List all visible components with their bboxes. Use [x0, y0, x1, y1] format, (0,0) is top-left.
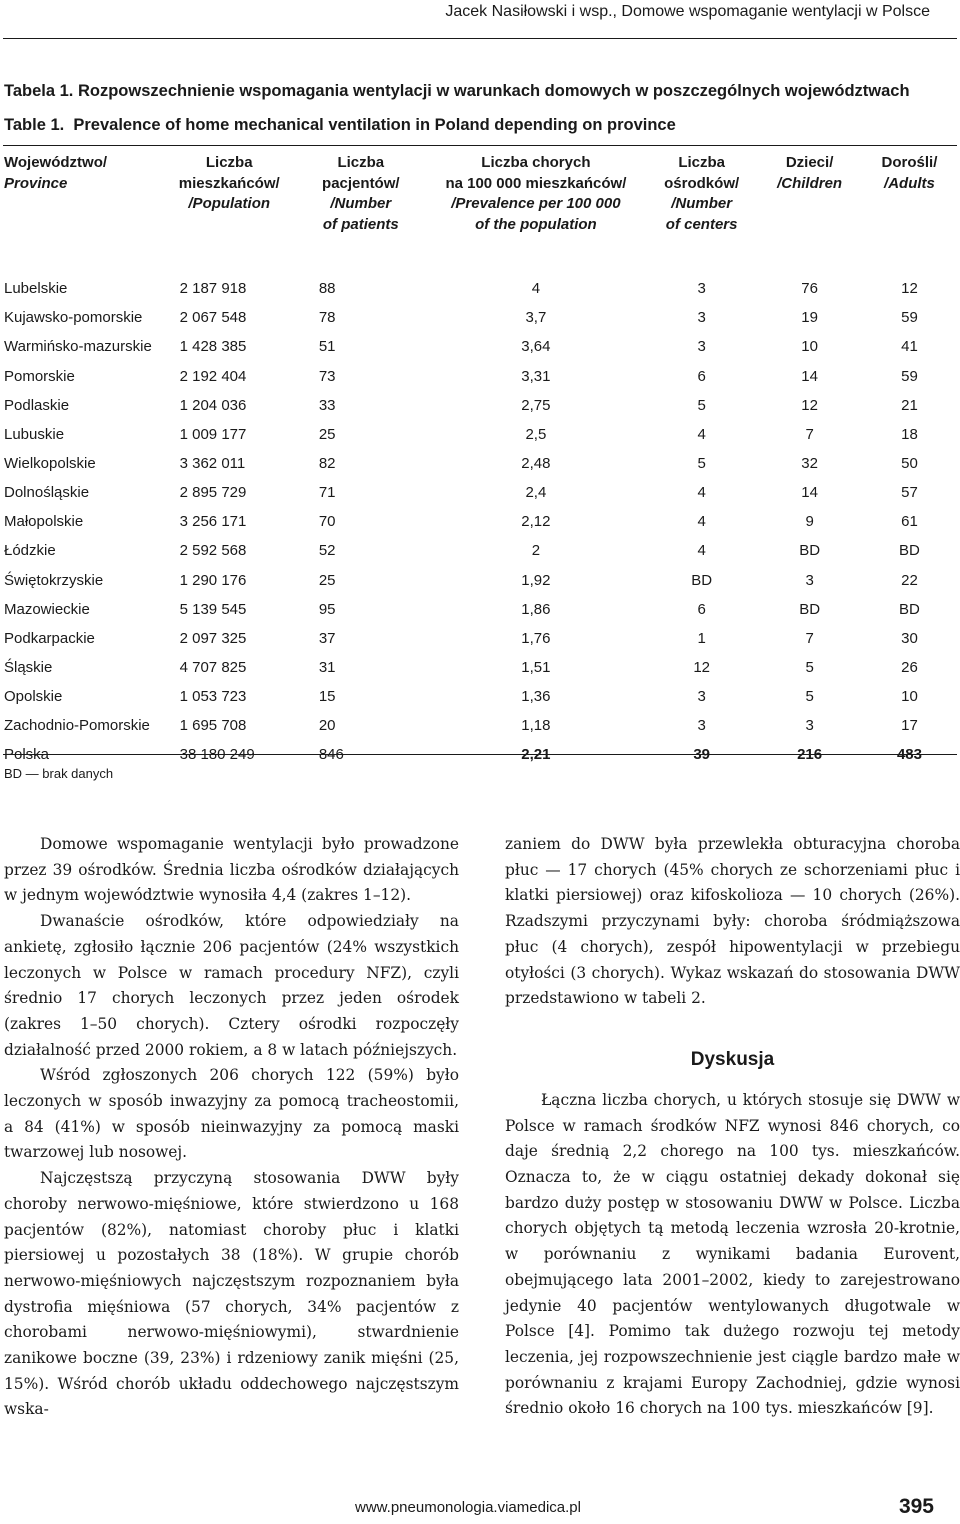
table-cell: 5 — [805, 688, 814, 706]
table-cell: 1 695 708 — [179, 717, 247, 735]
table-cell: 7 — [805, 425, 814, 443]
table-cell: 12 — [801, 396, 818, 414]
table-cell: 4 — [697, 425, 706, 443]
table-cell: 3 362 011 — [179, 455, 246, 473]
table-row — [4, 711, 956, 740]
table-cell: 22 — [901, 571, 918, 589]
header-province: Województwo/ Province — [4, 154, 108, 192]
header-adults: Dorośli/ /Adults — [881, 154, 938, 192]
paragraph: zaniem do DWW była przewlekła obturacyjna choroba płuc — 17 chorych (45% chorych ze schorzeniami płuc i klatki piersiowej) oraz kifoskolioza — 10 chorych (26%). Rzadszymi przyczynami były: choroba śródmiąższowa płuc (4 chorych), zespół hipowentylacji w przebiegu otyłości (3 chorych). Wykaz wskazań do stosowania DWW przedstawiono w tabeli 2. — [505, 835, 960, 1008]
table-cell: 39 — [693, 746, 710, 764]
table-cell: Pomorskie — [4, 367, 75, 385]
table-cell: 30 — [901, 629, 918, 647]
table-cell: 14 — [801, 484, 818, 502]
table-cell: Lubuskie — [4, 425, 65, 443]
table-cell: 2 187 918 — [179, 280, 247, 298]
table-cell: 61 — [901, 513, 918, 531]
table-cell: 10 — [901, 688, 918, 706]
table-cell: BD — [899, 542, 920, 560]
table-cell: 3 — [805, 571, 814, 589]
table-cell: 3 — [697, 717, 706, 735]
table-cell: 216 — [797, 746, 823, 764]
table-body — [4, 245, 956, 770]
table-row — [4, 595, 956, 624]
table-cell: 51 — [318, 338, 336, 356]
running-head: Jacek Nasiłowski i wsp., Domowe wspomaganie wentylacji w Polsce — [445, 3, 930, 20]
table-cell: 2,75 — [521, 396, 551, 414]
table-cell: 71 — [318, 484, 336, 502]
table-cell: 6 — [697, 600, 706, 618]
table-cell: 26 — [901, 659, 918, 677]
prevalence-table — [4, 153, 956, 770]
table-header-row — [4, 153, 956, 245]
table-cell: Wielkopolskie — [4, 455, 96, 473]
table-cell: 1 053 723 — [179, 688, 247, 706]
table-cell: Mazowieckie — [4, 600, 90, 618]
table-cell: Dolnośląskie — [4, 484, 90, 502]
table-cell: 2 192 404 — [179, 367, 247, 385]
table-cell: 33 — [318, 396, 336, 414]
table-cell: 41 — [901, 338, 918, 356]
table-cell: Opolskie — [4, 688, 63, 706]
table-row — [4, 274, 956, 303]
table-cell: 2,12 — [521, 513, 551, 531]
table-cell: 50 — [901, 455, 918, 473]
table-cell: Kujawsko-pomorskie — [4, 309, 143, 327]
header-children: Dzieci/ /Children — [777, 154, 843, 192]
table-row — [4, 332, 956, 361]
table-cell: Lubelskie — [4, 280, 68, 298]
table-cell: 3 — [697, 688, 706, 706]
table-cell: 37 — [318, 629, 336, 647]
table-cell: 3 256 171 — [179, 513, 247, 531]
header-population: Liczba mieszkańców/ /Population — [178, 154, 280, 212]
table-cell: 2 067 548 — [179, 309, 247, 327]
table-cell: 2 895 729 — [179, 484, 247, 502]
table-cell: Podkarpackie — [4, 629, 95, 647]
table-row — [4, 303, 956, 332]
table-cell: Warmińsko-mazurskie — [4, 338, 152, 356]
table-footnote: BD — brak danych — [4, 766, 114, 781]
table-cell: 1 290 176 — [179, 571, 247, 589]
table-cell: 3,64 — [521, 338, 551, 356]
table-cell: 12 — [693, 659, 710, 677]
table-cell: 4 — [697, 484, 706, 502]
table-cell: 14 — [801, 367, 818, 385]
table-cell: BD — [691, 571, 713, 589]
table-cell: Łódzkie — [4, 542, 56, 560]
table-cell: 5 — [697, 396, 706, 414]
table-row — [4, 478, 956, 507]
table-cell: 5 — [697, 455, 706, 473]
page-number: 395 — [898, 1495, 934, 1518]
table-cell: Polska — [4, 746, 50, 764]
table-cell: 2,21 — [521, 746, 551, 764]
table-cell: 6 — [697, 367, 706, 385]
body-column-left — [4, 832, 459, 1423]
body-column-right — [505, 832, 960, 1422]
table-row — [4, 653, 956, 682]
table-cell: 17 — [901, 717, 918, 735]
table-cell: 95 — [318, 600, 336, 618]
table-cell: 59 — [901, 367, 918, 385]
table-cell: 38 180 249 — [179, 746, 255, 764]
table-cell: 21 — [901, 396, 918, 414]
header-centers: Liczba ośrodków/ /Number of centers — [664, 154, 740, 233]
table-row — [4, 624, 956, 653]
table-cell: Świętokrzyskie — [4, 571, 104, 589]
table-cell: 4 — [697, 542, 706, 560]
table-cell: 3,31 — [521, 367, 551, 385]
table-cell: 19 — [801, 309, 818, 327]
table-cell: 2 — [531, 542, 541, 560]
table-cell: 31 — [318, 659, 336, 677]
header-patients: Liczba pacjentów/ /Number of patients — [322, 154, 400, 233]
table-cell: 1,86 — [521, 600, 551, 618]
table-cell: 5 139 545 — [179, 600, 247, 618]
table-row — [4, 362, 956, 391]
table-cell: 4 707 825 — [179, 659, 247, 677]
table-cell: 3 — [805, 717, 814, 735]
table-cell: Małopolskie — [4, 513, 84, 531]
table-cell: 1,92 — [521, 571, 551, 589]
table-cell: 1,51 — [521, 659, 551, 677]
table-cell: Zachodnio-Pomorskie — [4, 717, 150, 735]
table-cell: 2 592 568 — [179, 542, 247, 560]
table-cell: 32 — [801, 455, 818, 473]
table-row — [4, 391, 956, 420]
table-cell: 1 009 177 — [179, 425, 247, 443]
table-cell: 1,18 — [521, 717, 551, 735]
table-cell: Śląskie — [4, 659, 53, 677]
table-cell: 4 — [697, 513, 706, 531]
table-cell: 52 — [318, 542, 336, 560]
table-bottom-rule — [3, 754, 957, 755]
table-cell: 3 — [697, 338, 706, 356]
table-cell: 9 — [805, 513, 814, 531]
table-cell: 5 — [805, 659, 814, 677]
table-cell: 10 — [801, 338, 818, 356]
footer-url[interactable]: www.pneumonologia.viamedica.pl — [355, 1499, 581, 1516]
table-cell: 25 — [318, 571, 336, 589]
table-cell: 1,76 — [521, 629, 551, 647]
table-cell: 78 — [318, 309, 336, 327]
paragraph: Dwanaście ośrodków, które odpowiedziały na ankietę, zgłosiło łącznie 206 pacjentów (24% wszystkich leczonych w Polsce w ramach procedury NFZ), czyli średnio 17 chorych leczonych przez jeden ośrodek (zakres 1–50 chorych). Cztery ośrodki rozpoczęły działalność przed 2000 rokiem, a 8 w latach późniejszych. — [4, 912, 459, 1059]
table-row — [4, 507, 956, 536]
table-row — [4, 566, 956, 595]
table-cell: 7 — [805, 629, 814, 647]
paragraph: Najczęstszą przyczyną stosowania DWW były choroby nerwowo-mięśniowe, które stwierdzono u 168 pacjentów (82%), natomiast choroby płuc i klatki piersiowej u pozostałych 38 (18%). W grupie chorób nerwowo-mięśniowych najczęstszym rozpoznaniem była dystrofia mięśniowa (57 chorych, 34% pacjentów z chorobami nerwowo-mięśniowymi), stwardnienie zanikowe boczne (39, 23%) i rdzeniowy zanik mięśni (25, 15%). Wśród chorób układu oddechowego najczęstszym wska- — [4, 1169, 459, 1419]
table-cell: 3 — [697, 309, 706, 327]
table-cell: 483 — [896, 746, 922, 764]
table-cell: 88 — [318, 280, 336, 298]
table-cell: 1 — [697, 629, 706, 647]
table-row — [4, 449, 956, 478]
table-cell: BD — [899, 600, 920, 618]
table-cell: 2,5 — [525, 425, 547, 443]
table-top-rule — [3, 145, 957, 146]
header-prevalence: Liczba chorych na 100 000 mieszkańców/ /Prevalence per 100 000 of the population — [445, 154, 627, 233]
paragraph: Domowe wspomaganie wentylacji było prowadzone przez 39 ośrodków. Średnia liczba ośrodków działających w jednym województwie wynosiła 4,4 (zakres 1–12). — [4, 835, 459, 905]
table-cell: 73 — [318, 367, 336, 385]
table-cell: 15 — [318, 688, 336, 706]
header-rule — [3, 38, 957, 39]
table-caption-en: Table 1. Prevalence of home mechanical ventilation in Poland depending on province — [4, 116, 676, 134]
table-cell: 12 — [901, 280, 918, 298]
section-heading: Dyskusja — [690, 1048, 775, 1070]
table-cell: 20 — [318, 717, 336, 735]
table-cell: 1 204 036 — [179, 396, 247, 414]
table-cell: 57 — [901, 484, 918, 502]
table-cell: 1 428 385 — [179, 338, 247, 356]
table-cell: 4 — [531, 280, 541, 298]
table-cell: 59 — [901, 309, 918, 327]
paragraph: Łączna liczba chorych, u których stosuje się DWW w Polsce w ramach środków NFZ wynosi 846 chorych, co daje średnią 2,2 chorego na 100 tys. mieszkańców. Oznacza to, że w ciągu ostatniej dekady dokonał się bardzo duży postęp w stosowaniu DWW w Polsce. Liczba chorych objętych tą metodą leczenia wzrosła 20-krotnie, w porównaniu z wynikami badania Eurovent, obejmującego lata 2001–2002, kiedy to zarejestrowano jedynie 40 pacjentów wentylowanych długotwale w Polsce [4]. Pomimo tak dużego rozwoju tej metody leczenia, jej rozpowszechnienie jest ciągle bardzo małe w porównaniu z krajami Europy Zachodniej, gdzie wynosi średnio około 16 chorych na 100 tys. mieszkańców [9]. — [505, 1090, 960, 1418]
table-row — [4, 420, 956, 449]
table-cell: 846 — [318, 746, 344, 764]
table-cell: 70 — [318, 513, 336, 531]
table-cell: 76 — [801, 280, 818, 298]
table-row — [4, 682, 956, 711]
table-row — [4, 536, 956, 565]
table-cell: 18 — [901, 425, 918, 443]
table-cell: 25 — [318, 425, 336, 443]
table-cell: 3,7 — [525, 309, 547, 327]
spacer-row — [4, 245, 956, 274]
table-cell: Podlaskie — [4, 396, 70, 414]
table-cell: 2 097 325 — [179, 629, 247, 647]
table-cell: BD — [799, 542, 821, 560]
table-cell: BD — [799, 600, 821, 618]
table-cell: 1,36 — [521, 688, 551, 706]
table-cell: 2,4 — [525, 484, 547, 502]
table-cell: 3 — [697, 280, 706, 298]
table-cell: 2,48 — [521, 455, 551, 473]
table-cell: 82 — [318, 455, 336, 473]
table-caption-pl: Tabela 1. Rozpowszechnienie wspomagania wentylacji w warunkach domowych w poszczególnych województwach — [4, 82, 910, 100]
paragraph: Wśród zgłoszonych 206 chorych 122 (59%) było leczonych w sposób inwazyjny za pomocą tracheostomii, a 84 (41%) w sposób nieinwazyjny za pomocą maski twarzowej lub nosowej. — [4, 1066, 459, 1162]
